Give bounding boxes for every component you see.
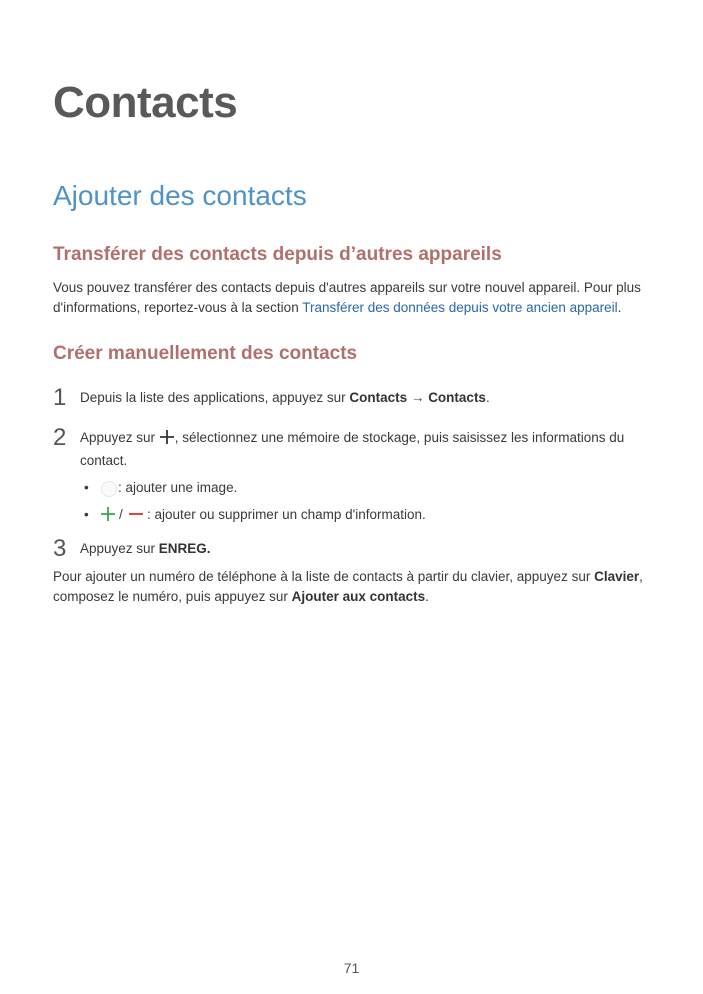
transfer-subtitle: Transférer des contacts depuis d’autres appareils — [53, 244, 502, 265]
note-bold-2: Ajouter aux contacts — [291, 589, 426, 604]
bullet-2-text: : ajouter ou supprimer un champ d'information. — [147, 507, 426, 522]
section-title: Ajouter des contacts — [53, 180, 307, 211]
note-bold-1: Clavier — [594, 569, 640, 584]
step-1-text — [80, 388, 640, 408]
page-number: 71 — [343, 960, 360, 976]
minus-icon — [128, 506, 144, 527]
step-2-text — [80, 428, 640, 471]
icon-separator: / — [119, 507, 123, 522]
step-1-lead: Depuis la liste des applications, appuyez sur — [80, 390, 350, 405]
add-field-icon — [100, 506, 116, 527]
step-number-1: 1 — [53, 384, 67, 411]
step-number-3: 3 — [53, 535, 67, 562]
page-title: Contacts — [53, 78, 238, 127]
step-1-arrow: → — [407, 390, 429, 405]
step-3-text — [80, 539, 640, 559]
step-2-lead: Appuyez sur — [80, 430, 159, 445]
plus-icon — [159, 429, 175, 451]
manual-subtitle: Créer manuellement des contacts — [53, 343, 358, 364]
step-3-bold: ENREG. — [158, 541, 211, 556]
step-2-rest: , sélectionnez une mémoire de stockage, puis saisissez les informations du contact. — [80, 430, 625, 468]
note-text-1: Pour ajouter un numéro de téléphone à la liste de contacts à partir du clavier, appuyez sur — [53, 569, 595, 584]
transfer-paragraph — [53, 278, 653, 318]
transfer-link[interactable]: Transférer des données depuis votre ancien appareil — [302, 300, 618, 315]
step-1-bold-2: Contacts — [428, 390, 486, 405]
bullet-marker: • — [84, 507, 89, 522]
step-1-end: . — [485, 390, 490, 405]
bullet-marker: • — [84, 480, 89, 495]
transfer-text-end: . — [617, 300, 622, 315]
keypad-note — [53, 567, 653, 607]
step-1-bold-1: Contacts — [349, 390, 408, 405]
bullet-1-text: : ajouter une image. — [118, 480, 238, 495]
step-number-2: 2 — [53, 424, 67, 451]
note-text-2: , composez le numéro, puis appuyez sur — [53, 569, 643, 604]
note-text-3: . — [425, 589, 429, 604]
transfer-text: Vous pouvez transférer des contacts depuis d'autres appareils sur votre nouvel appareil. Pour plus d'informations, reportez-vous à la section — [53, 280, 641, 315]
step-3-lead: Appuyez sur — [80, 541, 159, 556]
image-icon — [101, 481, 117, 497]
